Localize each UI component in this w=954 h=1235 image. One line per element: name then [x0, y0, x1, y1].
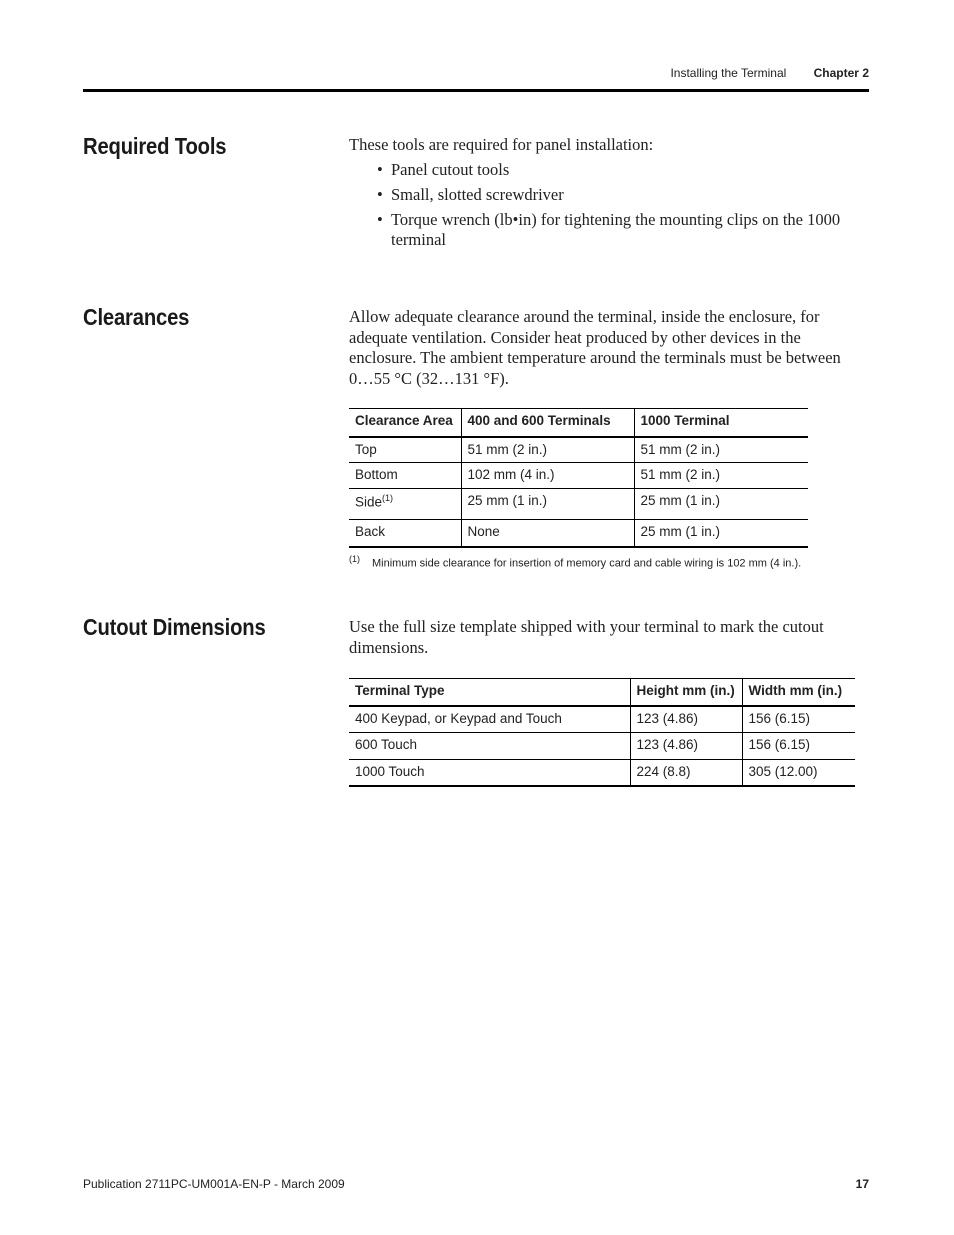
table-row	[349, 437, 808, 463]
cutout-text: Use the full size template shipped with your terminal to mark the cutout dimensions.	[349, 617, 824, 657]
header-chapter-label: Chapter 2	[813, 66, 869, 80]
footer-publication: Publication 2711PC-UM001A-EN-P - March 2009	[83, 1177, 345, 1191]
table-cell: 51 mm (2 in.)	[634, 437, 808, 463]
table-row	[349, 463, 808, 489]
table-row	[349, 489, 808, 520]
table-cell: 224 (8.8)	[630, 760, 742, 786]
table-cell: 305 (12.00)	[742, 760, 855, 786]
required-tools-list	[377, 160, 869, 255]
table-cell: 51 mm (2 in.)	[461, 437, 634, 463]
clearance-footnote	[349, 554, 801, 570]
table-cell: 25 mm (1 in.)	[634, 520, 808, 547]
table-header-cell: Height mm (in.)	[630, 679, 742, 706]
header-rule	[83, 89, 869, 92]
footnote-text: Minimum side clearance for insertion of memory card and cable wiring is 102 mm (4 in.).	[372, 557, 802, 570]
table-cell: 400 Keypad, or Keypad and Touch	[349, 706, 630, 733]
table-row	[349, 706, 855, 733]
table-cell: Top	[349, 437, 461, 463]
table-cell: 156 (6.15)	[742, 733, 855, 760]
list-item: • Panel cutout tools	[377, 160, 869, 180]
table-row	[349, 733, 855, 760]
table-header-cell: Terminal Type	[349, 679, 630, 706]
footnote-ref: (1)	[382, 493, 394, 503]
required-tools-heading: Required Tools	[83, 133, 227, 159]
table-cell: Bottom	[349, 463, 461, 489]
table-row	[349, 760, 855, 786]
table-cell: 1000 Touch	[349, 760, 630, 786]
clearance-table	[349, 408, 808, 548]
table-header-cell: Clearance Area	[349, 409, 461, 437]
table-header-cell: 400 and 600 Terminals	[461, 409, 634, 437]
table-cell: None	[461, 520, 634, 547]
table-header-row	[349, 409, 808, 437]
required-tools-intro: These tools are required for panel installation:	[349, 135, 654, 154]
page-number: 17	[855, 1177, 869, 1191]
clearances-text: Allow adequate clearance around the terminal, inside the enclosure, for adequate ventilation. Consider heat produced by other devices in the enclosure. The ambient temperature around the terminals must be between 0…55 °C (32…131 °F).	[349, 307, 841, 388]
cutout-dimensions-heading: Cutout Dimensions	[83, 614, 266, 640]
list-item: • Torque wrench (lb•in) for tightening the mounting clips on the 1000 terminal	[377, 210, 869, 250]
table-header-row	[349, 679, 855, 706]
footnote-mark: (1)	[349, 554, 360, 564]
table-cell: 51 mm (2 in.)	[634, 463, 808, 489]
clearances-heading: Clearances	[83, 304, 190, 330]
table-cell: 600 Touch	[349, 733, 630, 760]
table-cell	[349, 489, 461, 520]
table-header-cell: 1000 Terminal	[634, 409, 808, 437]
table-cell: 102 mm (4 in.)	[461, 463, 634, 489]
header-section-title: Installing the Terminal	[670, 66, 787, 80]
table-row	[349, 520, 808, 547]
table-cell: 25 mm (1 in.)	[461, 489, 634, 520]
table-cell: 156 (6.15)	[742, 706, 855, 733]
table-cell: 123 (4.86)	[630, 706, 742, 733]
table-cell: Back	[349, 520, 461, 547]
table-header-cell: Width mm (in.)	[742, 679, 855, 706]
side-label: Side	[355, 494, 383, 510]
cutout-table	[349, 678, 855, 787]
table-cell: 25 mm (1 in.)	[634, 489, 808, 520]
page-header	[670, 66, 869, 80]
table-cell: 123 (4.86)	[630, 733, 742, 760]
list-item: • Small, slotted screwdriver	[377, 185, 869, 205]
